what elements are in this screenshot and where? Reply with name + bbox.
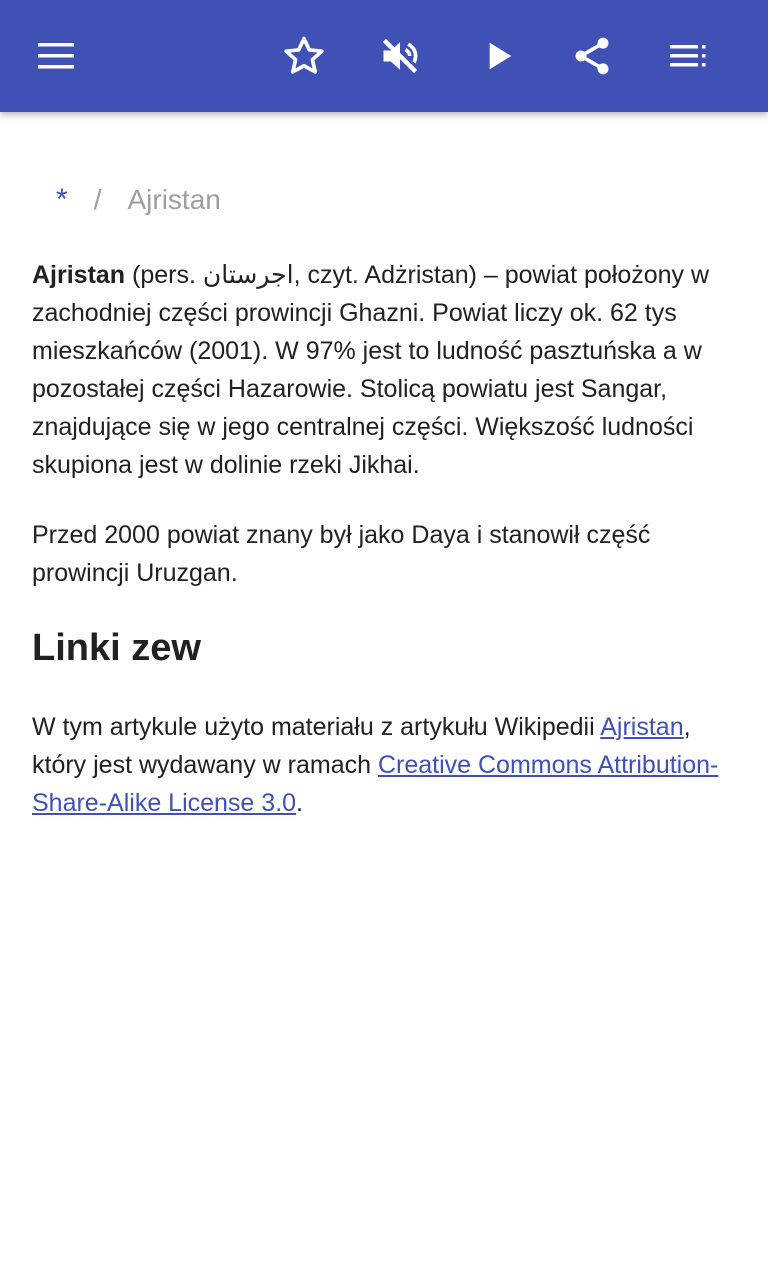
share-button[interactable] [560,24,624,88]
article-body [32,256,736,854]
menu-button[interactable] [24,24,88,88]
article-paragraph-history: Przed 2000 powiat znany był jako Daya i stanowił część prowincji Uruzgan. [32,521,651,587]
breadcrumb [56,180,221,220]
license-link[interactable]: Creative Commons Attribution-Share-Alike License 3.0 [32,751,719,817]
volume-off-icon [378,34,422,78]
hamburger-menu-icon [36,36,76,76]
article-title-term: Ajristan [32,261,126,289]
license-text-b: , który jest wydawany w ramach [32,713,691,779]
table-of-contents-button[interactable] [656,24,720,88]
intro-text-a: (pers. [125,261,203,289]
license-paragraph [32,708,736,822]
bookmark-button[interactable] [272,24,336,88]
play-icon [478,36,518,76]
mute-button[interactable] [368,24,432,88]
star-outline-icon [282,34,326,78]
share-icon [570,34,614,78]
license-text-c: . [296,789,303,817]
persian-name: اجرستان [202,261,294,289]
table-of-contents-icon [668,36,708,76]
play-button[interactable] [466,24,530,88]
breadcrumb-current: Ajristan [127,184,221,215]
wikipedia-article-link[interactable]: Ajristan [600,713,684,741]
intro-text-b: , czyt. Adżristan) – powiat położony w zachodniej części prowincji Ghazni. Powiat liczy ok. 62 tys mieszkańców (2001). W 97% jest to ludność pasztuńska a w pozostałej części Hazarowie. Stolicą powiatu jest Sangar, znajdujące się w jego centralnej części. Większość ludności skupiona jest w dolinie rzeki Jikhai. [32,261,710,479]
breadcrumb-home-link[interactable]: * [56,183,68,216]
app-bar [0,0,768,112]
breadcrumb-separator: / [93,184,102,215]
section-heading: Linki zew [32,627,201,669]
license-text-a: W tym artykule użyto materiału z artykułu Wikipedii [32,713,601,741]
article-paragraph-intro [32,256,736,484]
